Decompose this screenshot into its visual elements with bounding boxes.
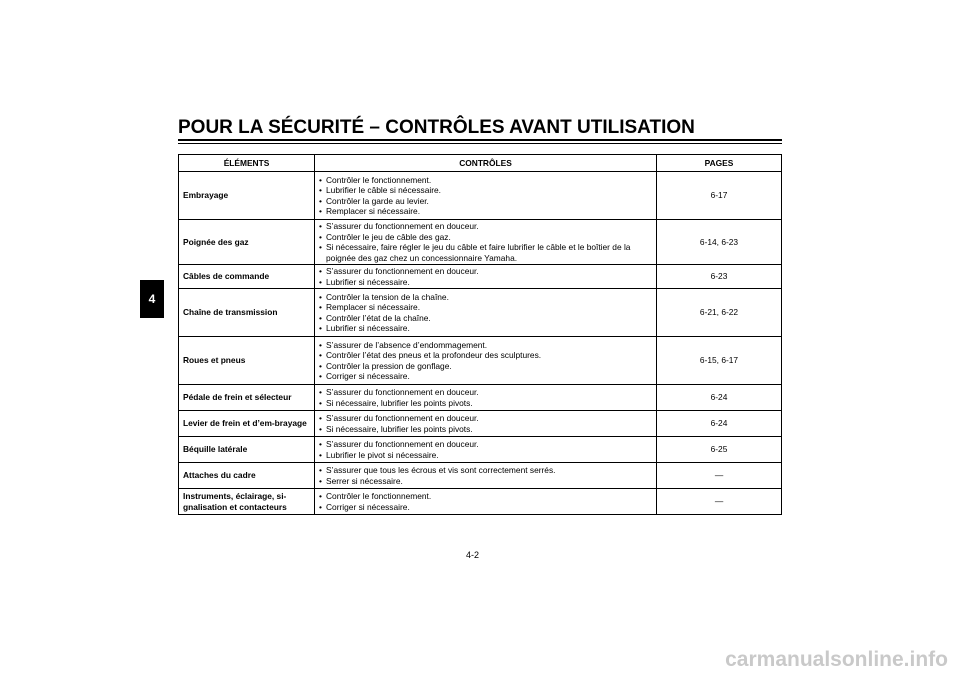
item-cell: Câbles de commande xyxy=(179,265,315,289)
pages-cell: 6-24 xyxy=(657,411,782,437)
checks-list xyxy=(319,292,652,334)
item-cell: Chaîne de transmission xyxy=(179,289,315,337)
table-row xyxy=(179,463,782,489)
checks-list xyxy=(319,439,652,460)
pages-cell: 6-21, 6-22 xyxy=(657,289,782,337)
item-cell: Instruments, éclairage, si-gnalisation et contacteurs xyxy=(179,489,315,515)
page-title: POUR LA SÉCURITÉ – CONTRÔLES AVANT UTILISATION xyxy=(178,117,695,138)
check-item: • S’assurer du fonctionnement en douceur. xyxy=(319,413,652,424)
check-item: • Serrer si nécessaire. xyxy=(319,476,652,487)
check-item: • Contrôler le fonctionnement. xyxy=(319,491,652,502)
checks-cell xyxy=(315,385,657,411)
check-item: • Corriger si nécessaire. xyxy=(319,371,652,382)
table-row xyxy=(179,220,782,265)
header-items: ÉLÉMENTS xyxy=(179,155,315,172)
check-item: • Corriger si nécessaire. xyxy=(319,502,652,513)
table-body xyxy=(179,172,782,515)
checks-cell xyxy=(315,172,657,220)
pages-cell: 6-17 xyxy=(657,172,782,220)
check-item: • Contrôler l’état des pneus et la profondeur des sculptures. xyxy=(319,350,652,361)
check-item: • Contrôler la garde au levier. xyxy=(319,196,652,207)
checks-list xyxy=(319,221,652,263)
title-underline xyxy=(178,139,782,141)
check-item: • Remplacer si nécessaire. xyxy=(319,302,652,313)
header-pages: PAGES xyxy=(657,155,782,172)
checks-list xyxy=(319,266,652,287)
pages-cell: — xyxy=(657,489,782,515)
table-row xyxy=(179,265,782,289)
item-cell: Pédale de frein et sélecteur xyxy=(179,385,315,411)
item-cell: Poignée des gaz xyxy=(179,220,315,265)
checks-list xyxy=(319,465,652,486)
pre-operation-checklist-table xyxy=(178,154,782,515)
checks-list xyxy=(319,491,652,512)
check-item: • S’assurer du fonctionnement en douceur. xyxy=(319,439,652,450)
table-row xyxy=(179,411,782,437)
item-cell: Béquille latérale xyxy=(179,437,315,463)
chapter-tab: 4 xyxy=(140,280,164,318)
check-item: • Contrôler la tension de la chaîne. xyxy=(319,292,652,303)
check-item: • S’assurer de l’absence d’endommagement. xyxy=(319,340,652,351)
pages-cell: 6-15, 6-17 xyxy=(657,337,782,385)
checks-list xyxy=(319,413,652,434)
check-item: • Lubrifier si nécessaire. xyxy=(319,277,652,288)
table-row xyxy=(179,489,782,515)
check-item: • Lubrifier si nécessaire. xyxy=(319,323,652,334)
checks-cell xyxy=(315,437,657,463)
pages-cell: 6-23 xyxy=(657,265,782,289)
check-item: • S’assurer du fonctionnement en douceur. xyxy=(319,266,652,277)
pages-cell: 6-25 xyxy=(657,437,782,463)
check-item: • Remplacer si nécessaire. xyxy=(319,206,652,217)
checks-list xyxy=(319,387,652,408)
check-item: • S’assurer que tous les écrous et vis sont correctement serrés. xyxy=(319,465,652,476)
check-item: • Si nécessaire, lubrifier les points pivots. xyxy=(319,424,652,435)
checks-cell xyxy=(315,337,657,385)
table-row xyxy=(179,289,782,337)
checks-cell xyxy=(315,265,657,289)
check-item: • S’assurer du fonctionnement en douceur. xyxy=(319,221,652,232)
checks-list xyxy=(319,175,652,217)
check-item: • S’assurer du fonctionnement en douceur. xyxy=(319,387,652,398)
pages-cell: 6-14, 6-23 xyxy=(657,220,782,265)
table-row xyxy=(179,172,782,220)
item-cell: Attaches du cadre xyxy=(179,463,315,489)
checks-cell xyxy=(315,411,657,437)
checks-cell xyxy=(315,289,657,337)
checks-list xyxy=(319,340,652,382)
watermark: carmanualsonline.info xyxy=(725,648,948,671)
item-cell: Roues et pneus xyxy=(179,337,315,385)
item-cell: Embrayage xyxy=(179,172,315,220)
table-row xyxy=(179,385,782,411)
checks-cell xyxy=(315,463,657,489)
checks-cell xyxy=(315,220,657,265)
check-item: • Lubrifier le pivot si nécessaire. xyxy=(319,450,652,461)
table-header-row xyxy=(179,155,782,172)
check-item: • Lubrifier le câble si nécessaire. xyxy=(319,185,652,196)
check-item: • Contrôler le jeu de câble des gaz. xyxy=(319,232,652,243)
item-cell: Levier de frein et d’em-brayage xyxy=(179,411,315,437)
checks-cell xyxy=(315,489,657,515)
header-checks: CONTRÔLES xyxy=(315,155,657,172)
table-row xyxy=(179,337,782,385)
pages-cell: 6-24 xyxy=(657,385,782,411)
title-underline-thin xyxy=(178,143,782,144)
check-item: • Si nécessaire, lubrifier les points pivots. xyxy=(319,398,652,409)
table-row xyxy=(179,437,782,463)
page-number: 4-2 xyxy=(466,550,480,560)
check-item: • Si nécessaire, faire régler le jeu du câble et faire lubrifier le câble et le boîtier de la poignée des gaz chez un concessionnaire Yamaha. xyxy=(319,242,652,263)
pages-cell: — xyxy=(657,463,782,489)
check-item: • Contrôler le fonctionnement. xyxy=(319,175,652,186)
check-item: • Contrôler la pression de gonflage. xyxy=(319,361,652,372)
check-item: • Contrôler l’état de la chaîne. xyxy=(319,313,652,324)
